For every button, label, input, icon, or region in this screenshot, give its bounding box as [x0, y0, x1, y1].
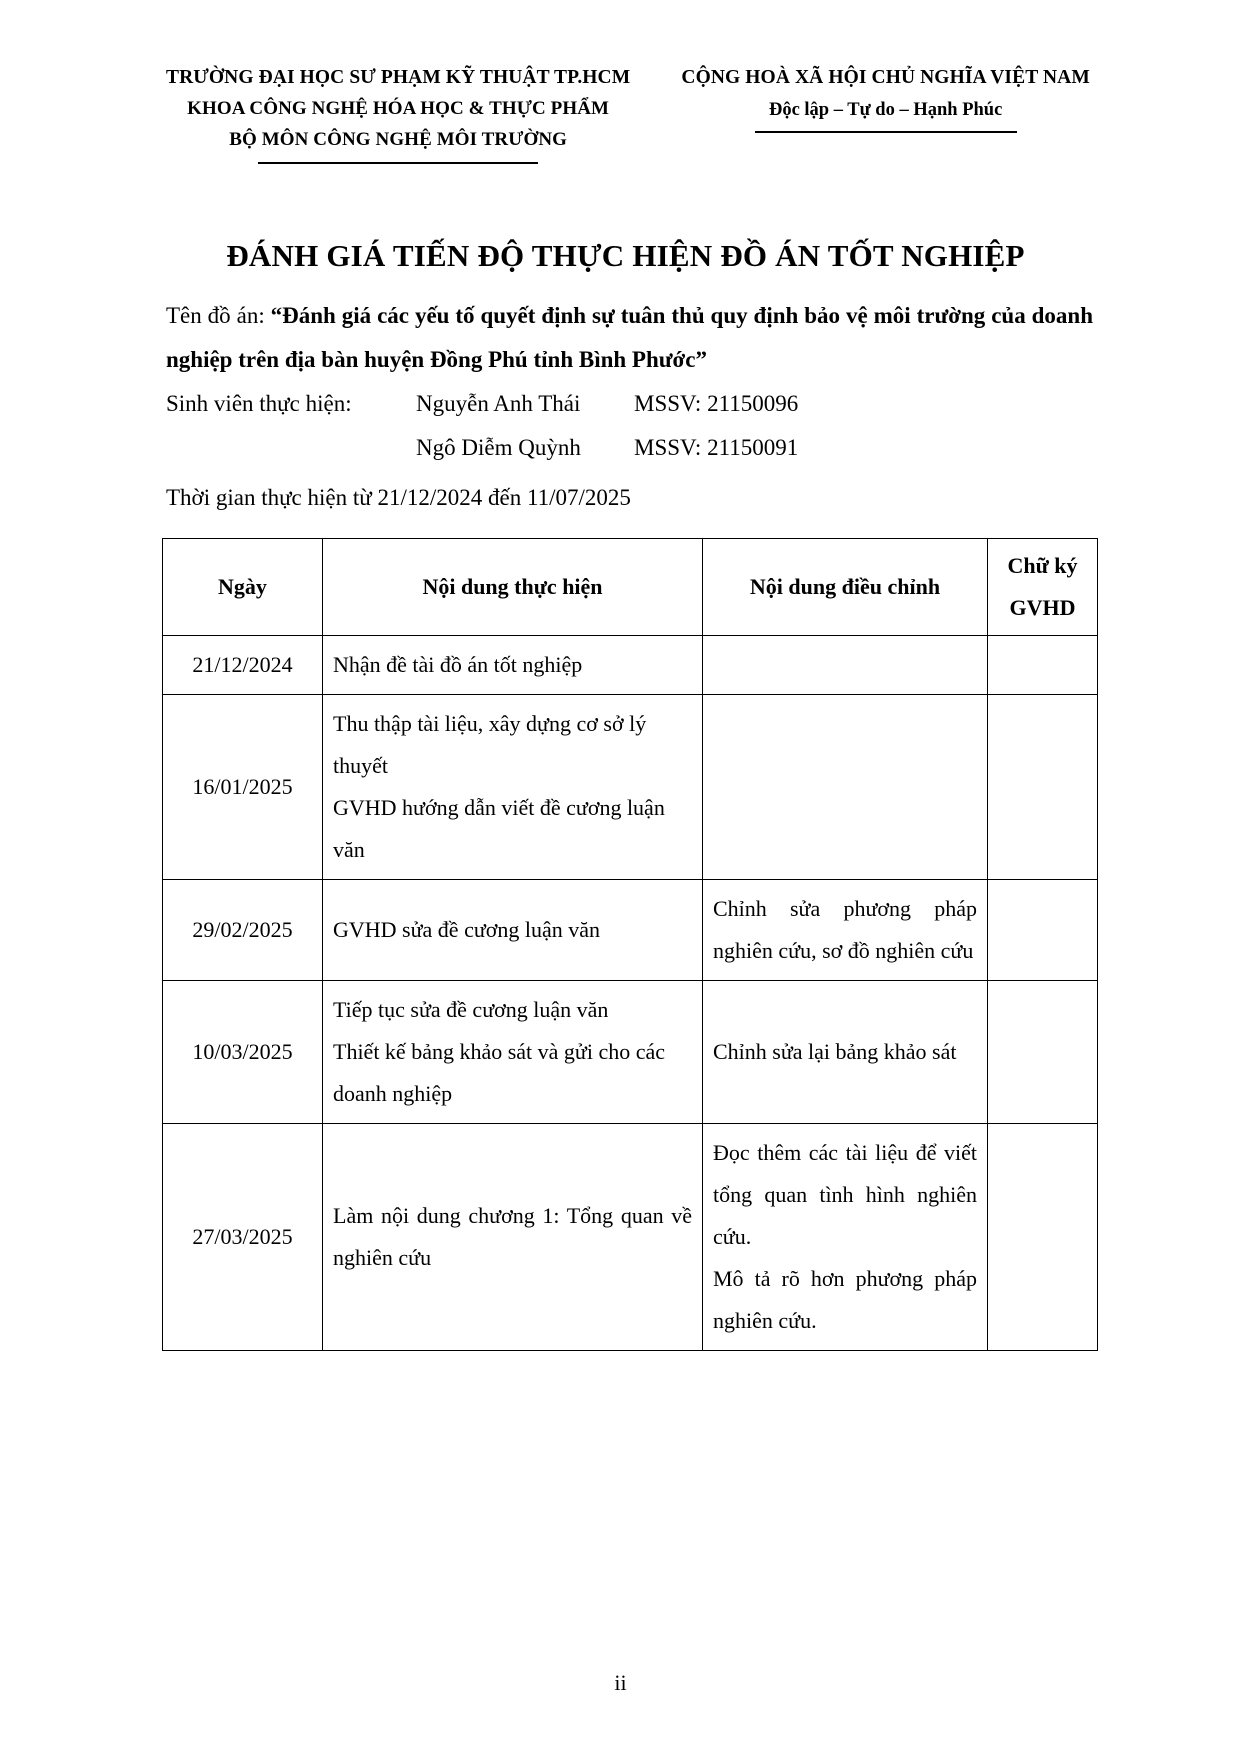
- row-signature: [988, 880, 1098, 981]
- table-header-row: [163, 539, 1098, 636]
- row-signature: [988, 1124, 1098, 1351]
- row-date: 21/12/2024: [163, 636, 323, 695]
- column-header-date: Ngày: [163, 539, 323, 636]
- progress-table: [162, 538, 1098, 1351]
- work-done-item: Tiếp tục sửa đề cương luận văn: [333, 997, 609, 1022]
- signature-header-line1: Chữ ký: [1007, 553, 1078, 578]
- work-done-item: Làm nội dung chương 1: Tổng quan về nghiên cứu: [333, 1203, 692, 1270]
- row-adjustments: [703, 981, 988, 1124]
- row-adjustments: [703, 880, 988, 981]
- work-done-item: GVHD hướng dẫn viết đề cương luận văn: [333, 795, 665, 862]
- letterhead: [158, 62, 1093, 164]
- column-header-adjustments: Nội dung điều chỉnh: [703, 539, 988, 636]
- row-signature: [988, 636, 1098, 695]
- row-date: 29/02/2025: [163, 880, 323, 981]
- row-work-done: [323, 695, 703, 880]
- work-done-item: Thiết kế bảng khảo sát và gửi cho các doanh nghiệp: [333, 1039, 666, 1106]
- row-work-done: [323, 1124, 703, 1351]
- national-motto: Độc lập – Tự do – Hạnh Phúc: [768, 100, 1003, 120]
- row-adjustments: [703, 1124, 988, 1351]
- adjustment-item: Chỉnh sửa lại bảng khảo sát: [713, 1039, 957, 1064]
- adjustment-item: Mô tả rõ hơn phương pháp nghiên cứu.: [713, 1266, 977, 1333]
- row-signature: [988, 695, 1098, 880]
- page-title: ĐÁNH GIÁ TIẾN ĐỘ THỰC HIỆN ĐỒ ÁN TỐT NGHIỆP: [226, 238, 1025, 273]
- table-row: [163, 1124, 1098, 1351]
- project-title-row: [158, 294, 1093, 382]
- work-done-item: Nhận đề tài đồ án tốt nghiệp: [333, 652, 583, 677]
- execution-period: Thời gian thực hiện từ 21/12/2024 đến 11/07/2025: [166, 485, 631, 510]
- row-date: 16/01/2025: [163, 695, 323, 880]
- row-adjustments: [703, 636, 988, 695]
- project-title-value: “Đánh giá các yếu tố quyết định sự tuân thủ quy định bảo vệ môi trường của doanh nghiệp trên địa bàn huyện Đồng Phú tỉnh Bình Phước”: [166, 303, 1094, 372]
- letterhead-right: [678, 62, 1093, 133]
- faculty-name: KHOA CÔNG NGHỆ HÓA HỌC & THỰC PHẨM: [187, 98, 610, 119]
- column-header-work-done: Nội dung thực hiện: [323, 539, 703, 636]
- university-name: TRƯỜNG ĐẠI HỌC SƯ PHẠM KỸ THUẬT TP.HCM: [166, 67, 631, 88]
- page-number: ii: [614, 1670, 627, 1695]
- letterhead-right-divider: [755, 131, 1017, 133]
- letterhead-left-divider: [258, 162, 538, 164]
- row-work-done: [323, 636, 703, 695]
- table-row: [163, 695, 1098, 880]
- row-date: 10/03/2025: [163, 981, 323, 1124]
- student-name-2: Ngô Diễm Quỳnh: [416, 435, 581, 460]
- student-row-1: [158, 382, 1093, 426]
- row-work-done: [323, 981, 703, 1124]
- signature-header-line2: GVHD: [1009, 595, 1076, 620]
- student-mssv-2: MSSV: 21150091: [634, 435, 799, 460]
- table-row: [163, 636, 1098, 695]
- row-work-done: [323, 880, 703, 981]
- work-done-item: Thu thập tài liệu, xây dựng cơ sở lý thuyết: [333, 711, 647, 778]
- adjustment-item: Đọc thêm các tài liệu để viết tổng quan tình hình nghiên cứu.: [713, 1140, 977, 1249]
- student-mssv-1: MSSV: 21150096: [634, 391, 799, 416]
- national-title: CỘNG HOÀ XÃ HỘI CHỦ NGHĨA VIỆT NAM: [681, 67, 1090, 88]
- department-name: BỘ MÔN CÔNG NGHỆ MÔI TRƯỜNG: [229, 129, 568, 150]
- student-name-1: Nguyễn Anh Thái: [416, 391, 581, 416]
- intro-block: [158, 294, 1093, 520]
- column-header-signature: [988, 539, 1098, 636]
- row-date: 27/03/2025: [163, 1124, 323, 1351]
- student-row-2: [158, 426, 1093, 470]
- project-title-label: Tên đồ án:: [166, 303, 265, 328]
- table-row: [163, 981, 1098, 1124]
- progress-table-body: [163, 636, 1098, 1351]
- table-row: [163, 880, 1098, 981]
- work-done-item: GVHD sửa đề cương luận văn: [333, 917, 601, 942]
- row-adjustments: [703, 695, 988, 880]
- adjustment-item: Chỉnh sửa phương pháp nghiên cứu, sơ đồ nghiên cứu: [713, 896, 977, 963]
- students-label: Sinh viên thực hiện:: [166, 391, 352, 416]
- row-signature: [988, 981, 1098, 1124]
- letterhead-left: [158, 62, 630, 164]
